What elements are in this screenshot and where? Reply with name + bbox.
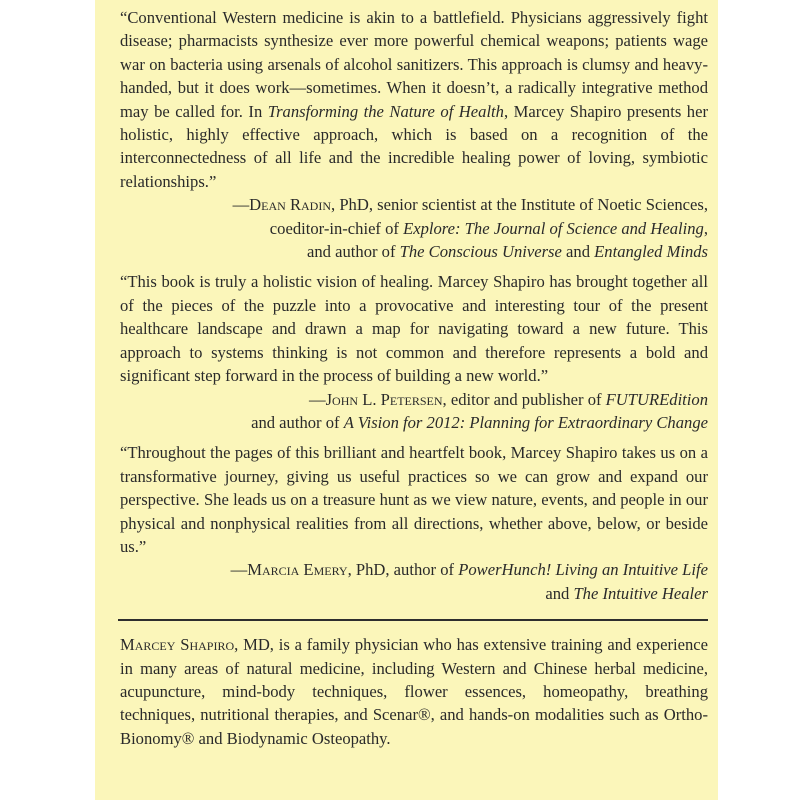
blurb-3-quote: “Throughout the pages of this brilliant and heartfelt book, Marcey Shapiro takes us on a transformative journey, giving us useful practices so we can grow and expand our perspective. She leads us on a treasure hunt as we view nature, events, and people in our physical and nonphysical realities from all directions, whether above, below, or beside us.”: [120, 443, 708, 556]
blurb-1-quote: “Conventional Western medicine is akin to a battlefield. Physicians aggressively fight disease; pharmacists synthesize ever more powerful chemical weapons; patients wage war on bacteria using arsenals of alcohol sanitizers. This approach is clumsy and heavy-handed, but it does work—sometimes. When it doesn’t, a radically integrative method may be called for. In Transforming the Nature of Health, Marcey Shapiro presents her holistic, highly effective approach, which is based on a recognition of the interconnectedness of all life and the incredible healing power of loving, symbiotic relationships.”: [120, 8, 708, 191]
author-name: John L. Petersen: [325, 389, 443, 409]
author-bio: Marcey Shapiro, MD, is a family physician who has extensive training and experience in many areas of natural medicine, including Western and Chinese herbal medicine, acupuncture, mind-body techniques, flower essences, homeopathy, breathing techniques, nutritional therapies, and Scenar®, and hands-on modalities such as Ortho-Bionomy® and Biodynamic Osteopathy.: [120, 635, 708, 748]
book-back-cover: [95, 0, 718, 800]
blurb-2-quote: “This book is truly a holistic vision of healing. Marcey Shapiro has brought together all of the pieces of the puzzle into a provocative and interesting tour of the present healthcare landscape and drawn a map for navigating toward a new future. This approach to systems thinking is not common and therefore represents a bold and significant step forward in the process of building a new world.”: [120, 272, 708, 386]
blurb-1: [120, 6, 708, 263]
blurb-3: [120, 441, 708, 605]
blurb-1-attribution: —Dean Radin, PhD, senior scientist at the Institute of Noetic Sciences, coeditor-in-chief of Explore: The Journal of Science and Healing, and author of The Conscious Universe and Entangled Minds: [232, 195, 708, 262]
blurb-3-attribution: —Marcia Emery, PhD, author of PowerHunch! Living an Intuitive Life and The Intuitive Healer: [230, 560, 708, 603]
blurb-2-attribution: —John L. Petersen, editor and publisher of FUTUREdition and author of A Vision for 2012: Planning for Extraordinary Change: [251, 389, 708, 432]
author-name: Dean Radin: [249, 195, 332, 215]
section-divider: [118, 619, 708, 621]
book-title: Transforming the Nature of Health: [267, 101, 504, 121]
author-name: Marcia Emery: [247, 560, 348, 580]
blurb-2: [120, 270, 708, 434]
bio-author-name: Marcey Shapiro: [120, 635, 235, 655]
